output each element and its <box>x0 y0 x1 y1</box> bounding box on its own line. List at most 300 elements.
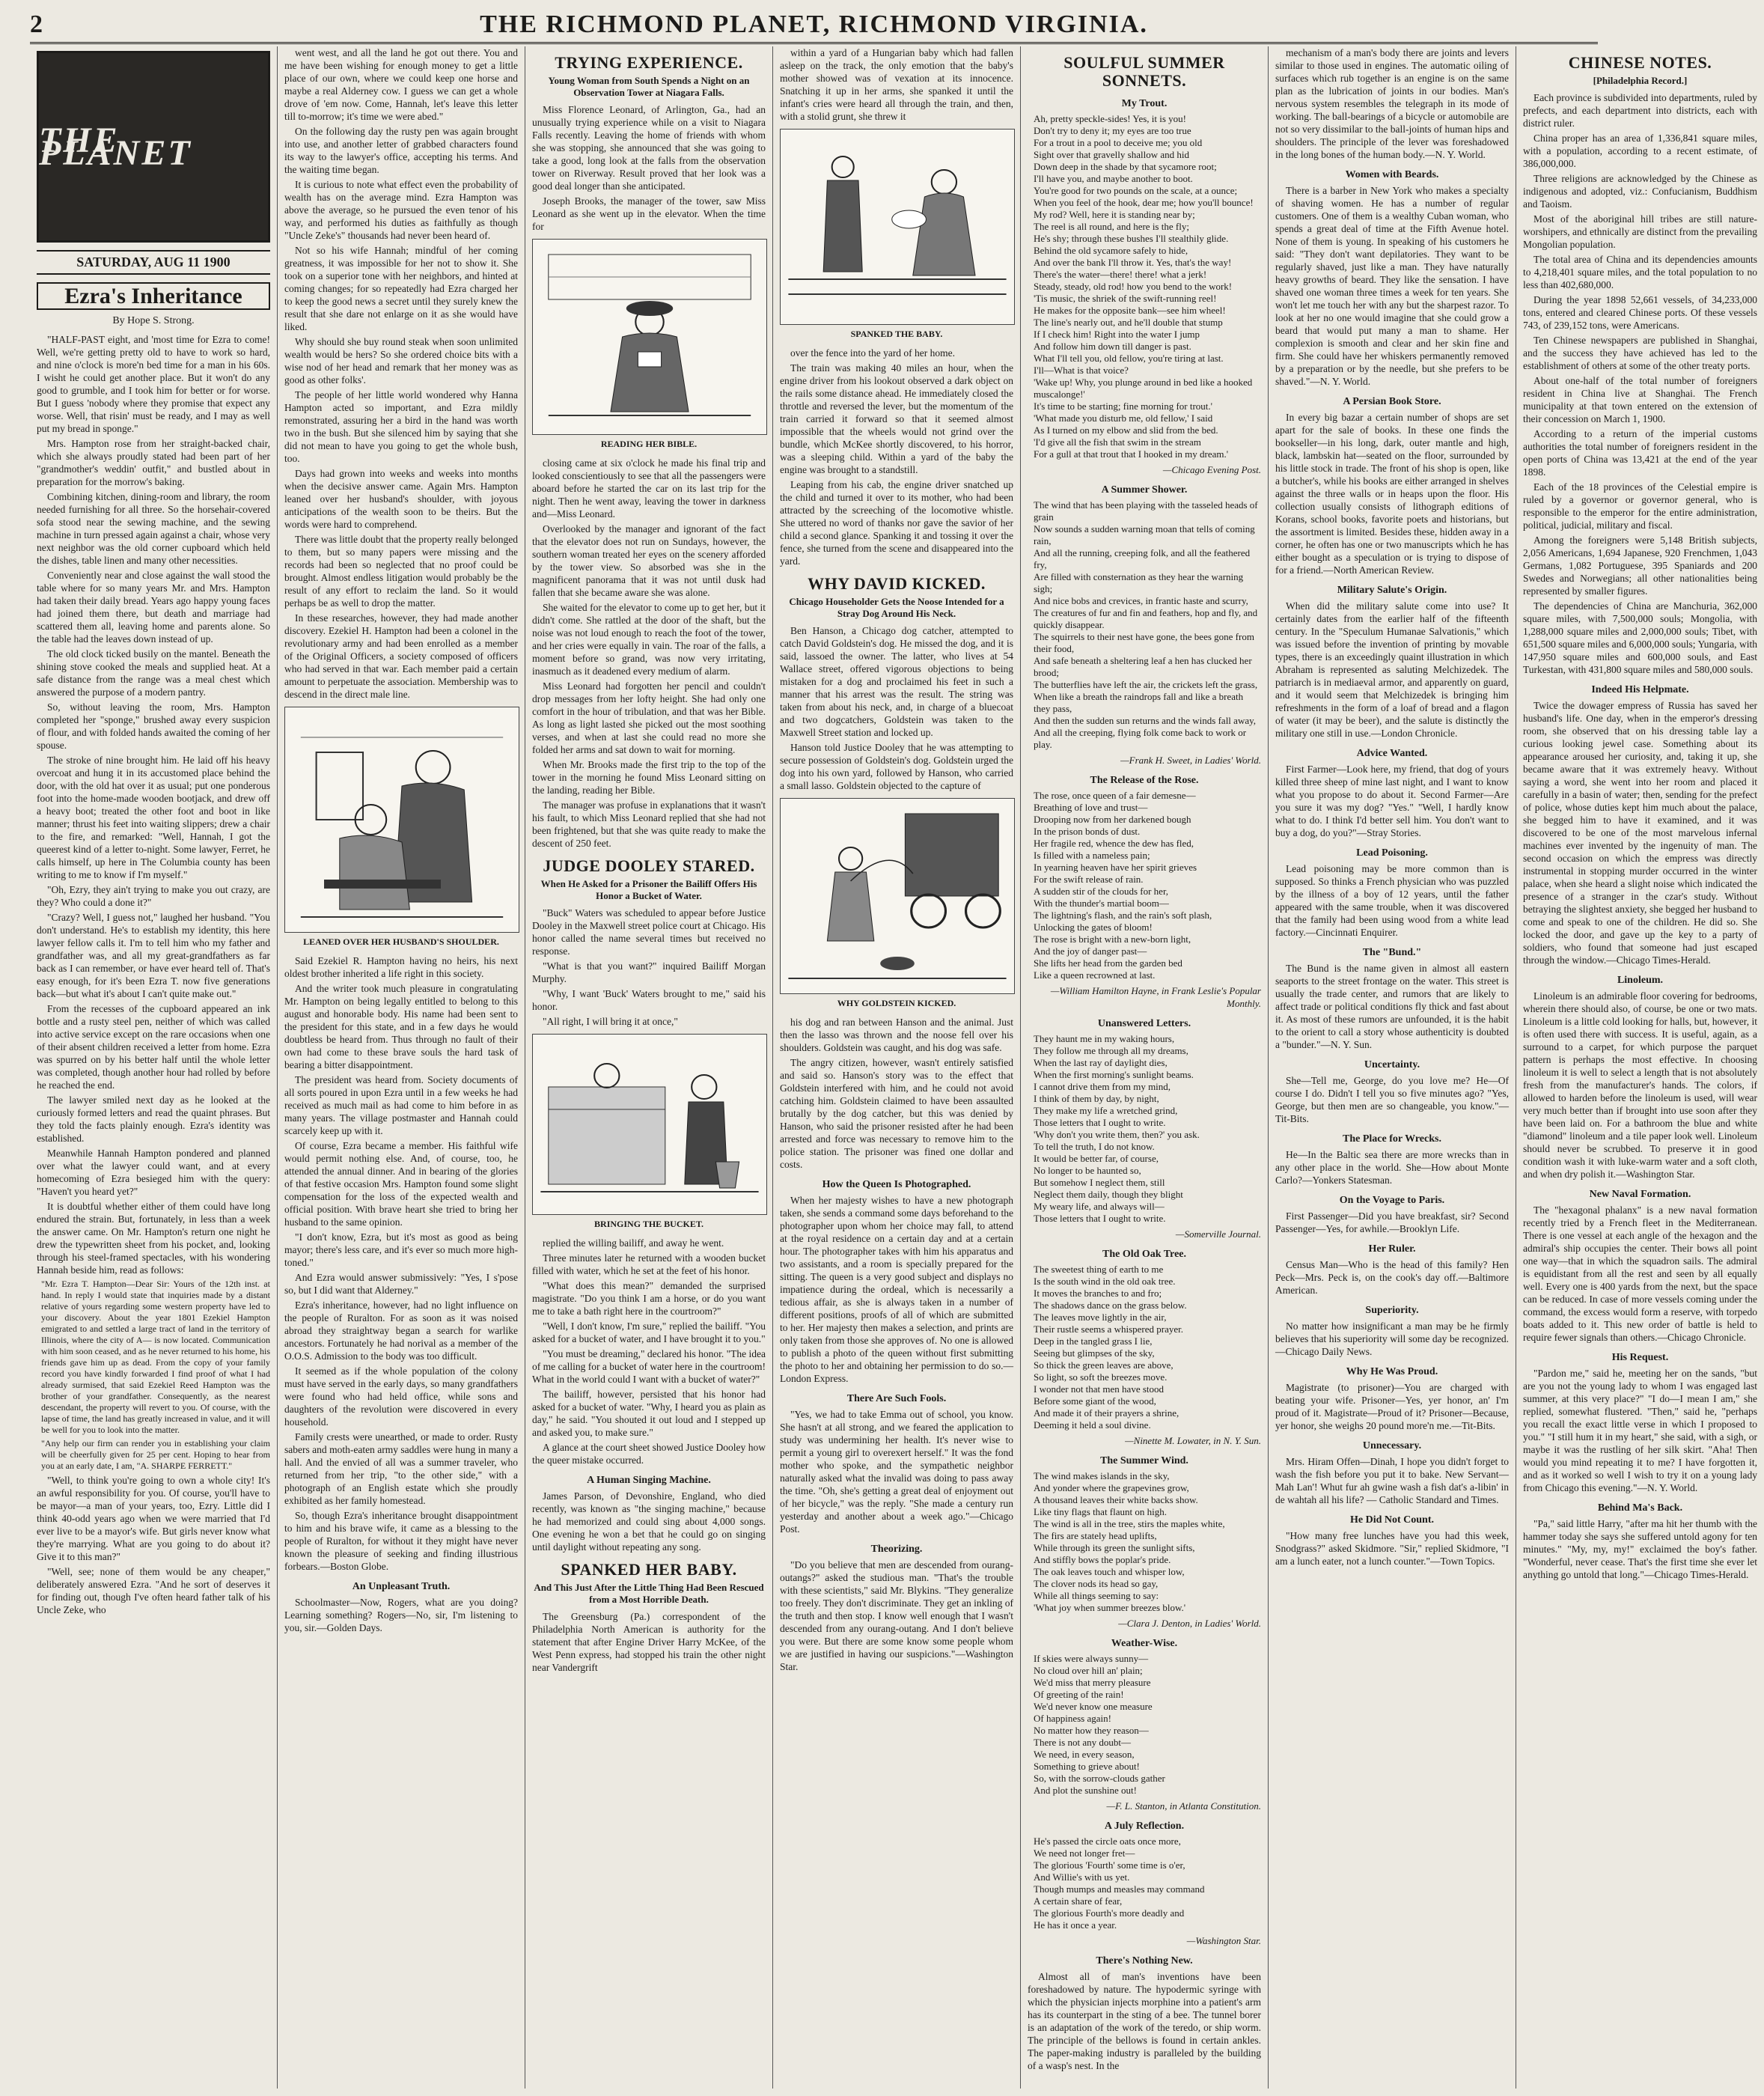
paragraph: In every big bazar a certain number of shops are set apart for the sale of books. In these one finds the bookseller—in his long, dark, outer mantle and high, black, lambskin hat—seated on the floor, surrounded by his little stock in trade. The front of his shop is open, like a butcher's, while his books are either arranged in shelves against the three walls or in heaps upon the floor. His collection usually consists of lithograph editions of Korans, school books, favorite poets and historians, but the assortment is limited. Besides these, hidden away in a corner, he often has one or two manuscripts which he has either bought as a speculation or is trying to dispose of for a friend.—North American Review. <box>1275 412 1509 576</box>
poem-line: And plot the sunshine out! <box>1034 1785 1137 1796</box>
poem-body <box>1028 790 1261 981</box>
paragraph: The people of her little world wondered why Hanna Hampton acted so important, and Ezra mildly remonstrated, assuring her a bird in the hand was worth two in the bush. But she silenced him by saying that she did not mean to have you going to get the whole bush, too. <box>284 389 518 464</box>
poem-line: I wonder not that men have stood <box>1034 1383 1165 1395</box>
poem-line: The squirrels to their nest have gone, the bees gone from their food, <box>1034 631 1254 654</box>
poem-title: Weather-Wise. <box>1111 1638 1178 1649</box>
poem-title: A July Reflection. <box>1104 1821 1185 1832</box>
section-heading: The "Bund." <box>1362 947 1422 958</box>
section-heading: Uncertainty. <box>1364 1059 1420 1070</box>
paragraph: "Yes, we had to take Emma out of school, you know. She hasn't at all strong, and we feared the application to study was undermining her health. It's never wise to permit a young girl to overexert herself." It was the fond mother who spoke, and the sympathetic neighbor naturally asked what the invalid was doing to pass away the time. "Oh, she's getting a great deal of enjoyment out of her bicycle," was the reply. "She made a century run yesterday and another about a week ago."—Chicago Post. <box>780 1409 1013 1535</box>
poem-line: Seeing but glimpses of the sky, <box>1034 1347 1155 1359</box>
poem-line: 'What made you disturb me, old fellow,' I said <box>1034 412 1213 424</box>
paragraph: "Why, I want 'Buck' Waters brought to me," said his honor. <box>532 988 766 1012</box>
paragraph: Ben Hanson, a Chicago dog catcher, attempted to catch David Goldstein's dog. He missed the dog, and it is said, lassoed the owner. The latter, who lives at 54 Wallace street, offered vigorous objections to being mistaken for a dog and proclaimed his feet in such a manner that his arrest was the result. The string was taken from about his neck, and, in charge of a bluecoat and two dogcatchers, Goldstein was taken to the Maxwell Street station and locked up. <box>780 625 1013 738</box>
paragraph: First Passenger—Did you have breakfast, sir? Second Passenger—Yes, for awhile.—Brooklyn Life. <box>1275 1210 1509 1234</box>
paragraph: Miss Leonard had forgotten her pencil and couldn't drop messages from her lofty height. She had only one comfort in the hour of tribulation, and that was her Bible. As long as light lasted she picked out the most soothing verses, and when at last she could read no more she folded her arms and sat down to wait for morning. <box>532 680 766 755</box>
paragraph: The angry citizen, however, wasn't entirely satisfied and said so. Hanson's story was to the effect that Goldstein interfered with him, and he could not avoid catching him. Goldstein claimed to have been assaulted brutally by the dog catcher, but this was denied by Hanson, who said the prisoner resisted after he had been arrested and force was necessary to remove him to the police station. The prisoner was fined one dollar and costs. <box>780 1057 1013 1170</box>
section-heading: Women with Beards. <box>1345 169 1439 180</box>
illustration-spanked-baby <box>780 129 1015 325</box>
poem-title: My Trout. <box>1121 98 1168 109</box>
poem-line: And safe beneath a sheltering leaf a hen has clucked her brood; <box>1034 655 1252 678</box>
poem-line: And then the sudden sun returns and the winds fall away, <box>1034 715 1257 726</box>
poem-line: To tell the truth, I do not know. <box>1034 1141 1155 1152</box>
poem-line: 'I'd give all the fish that swim in the stream <box>1034 436 1201 448</box>
paragraph: Conveniently near and close against the wall stood the table where for so many years Mr. and Mrs. Hampton had taken their daily bread. Years ago happy young faces had joined them there, but death and marriage had scattered them all, leaving home and parents alone. So the table had the leaves down instead of up. <box>37 570 270 645</box>
article-headline: WHY DAVID KICKED. <box>808 574 986 593</box>
poem-line: Their rustle seems a whispered prayer. <box>1034 1323 1183 1335</box>
poem-line: We need, in every season, <box>1034 1749 1135 1760</box>
paragraph: Meanwhile Hannah Hampton pondered and planned over what the lawyer could want, and at every homecoming of Ezra besieged him with the query: "Haven't you heard yet?" <box>37 1148 270 1197</box>
section-heading: Lead Poisoning. <box>1356 847 1428 859</box>
section-heading: His Request. <box>1611 1352 1669 1363</box>
paragraph: The old clock ticked busily on the mantel. Beneath the shining stove cooked the meals and supplied heat. At a safe distance from the range was a meal chest which answered the purpose of a modern pantry. <box>37 648 270 698</box>
poem-line: If I check him! Right into the water I jump <box>1034 329 1200 340</box>
poem-line: Steady, steady, old rod! how you bend to the work! <box>1034 281 1233 292</box>
poem-line: The glorious 'Fourth' some time is o'er, <box>1034 1859 1185 1871</box>
section-heading: Linoleum. <box>1617 975 1664 986</box>
poem-line: Those letters that I ought to write. <box>1034 1117 1166 1128</box>
poem-body <box>1028 1033 1261 1225</box>
illustration-caption: LEANED OVER HER HUSBAND'S SHOULDER. <box>303 936 499 947</box>
poem-line: It's time to be starting; fine morning for trout.' <box>1034 400 1213 412</box>
paragraph: Most of the aboriginal hill tribes are still nature-worshipers, and ethnically are distinct from the prevailing Mongolian population. <box>1523 213 1757 250</box>
poem-source: —Frank H. Sweet, in Ladies' World. <box>1120 755 1261 766</box>
section-heading: Superiority. <box>1365 1305 1419 1316</box>
paragraph: Not so his wife Hannah; mindful of her coming greatness, it was impossible for her not to show it. She took on a superior tone with her neighbors, and hinted at coming changes; for so repeatedly had Ezra charged her to keep the good news a secret until they surely knew the result that she dare not enlarge on it as she would have liked. <box>284 245 518 332</box>
paragraph: Why should she buy round steak when soon unlimited wealth would be hers? So she ordered choice bits with a wise nod of her head and remark that her money was as good as other folks'. <box>284 336 518 386</box>
paragraph: Three religions are acknowledged by the Chinese as indigenous and adopted, viz.: Confucianism, Buddhism and Taoism. <box>1523 173 1757 210</box>
paragraph: Almost all of man's inventions have been foreshadowed by nature. The hypodermic syringe with which the physician injects morphine into a patient's arm has its counterpart in the sting of a bee. The tunnel borer is an adaptation of the work of the teredo, or ship worm. The principle of the bellows is found in certain ankles. The paper-making industry is paralleled by the building of a wasp's nest. In the <box>1028 1971 1261 2071</box>
poem-line: A sudden stir of the clouds for her, <box>1034 886 1169 897</box>
article-subhead: And This Just After the Little Thing Had Been Rescued from a Most Horrible Death. <box>534 1582 764 1605</box>
poem-line: There is not any doubt— <box>1034 1737 1131 1748</box>
columns <box>30 46 1757 2089</box>
poem-line: 'What joy when summer breezes blow.' <box>1034 1602 1186 1613</box>
letter-text: "Mr. Ezra T. Hampton—Dear Sir: Yours of the 12th inst. at hand. In reply I would state that inquiries made by a distant relative of yours regarding some western property have led to your discovery. About the year 1801 Ezekiel Hampton emigrated to and settled a large tract of land in the territory of Illinois, where the city of A— is now located. Communication with him soon ceased, and as he never returned to his home, his friends gave him up as dead. From the copy of your family record you have kindly forwarded I find proof of what I had already surmised, that said Ezekiel Reed Hampton was the brother of your grandfather. Consequently, as the nearest descendant, the property will revert to you. Of course, with the lapse of time, the land has greatly increased in value, and it will be well for you to look into the matter. <box>41 1279 270 1435</box>
paragraph: Census Man—Who is the head of this family? Hen Peck—Mrs. Peck is, on the cook's day off.—Baltimore American. <box>1275 1259 1509 1296</box>
paragraph: Said Ezekiel R. Hampton having no heirs, his next oldest brother inherited a life right in this society. <box>284 955 518 979</box>
poem-line: He makes for the opposite bank—see him wheel! <box>1034 305 1226 316</box>
poem-line: There's the water—there! there! what a jerk! <box>1034 269 1207 280</box>
section-heading: Military Salute's Origin. <box>1337 585 1447 596</box>
paragraph: About one-half of the total number of foreigners resident in China live at Shanghai. The French municipality at that town entered on the extension of their concession on March 1, 1900. <box>1523 375 1757 424</box>
paragraph: closing came at six o'clock he made his final trip and looked conscientiously to see that all the passengers were aboard before he started the car on its last trip for the night. Then he went away, leaving the tower in darkness and—Miss Leonard. <box>532 457 766 520</box>
illustration-caption: READING HER BIBLE. <box>600 439 698 449</box>
poem-line: When like a breath the raindrops fall and like a breath they pass, <box>1034 691 1244 714</box>
poem-line: Behind the old sycamore safely to hide, <box>1034 245 1188 256</box>
poem-source: —Chicago Evening Post. <box>1162 464 1261 475</box>
paragraph: Leaping from his cab, the engine driver snatched up the child and turned it over to its mother, who had been attracted by the screeching of the locomotive whistle. She uttered no word of thanks nor gave the savior of her child a second glance. Spanking it and tossing it over the fence, she turned from the scene and disappeared into the yard. <box>780 479 1013 567</box>
paragraph: Mrs. Hiram Offen—Dinah, I hope you didn't forget to wash the fish before you put it to bake. New Servant—Mah Lan'! Whut fur ah gwine wash a fish dat's a-libin' in de wahtah all his life? — Catholic Standard and Times. <box>1275 1456 1509 1505</box>
paragraph: "You must be dreaming," declared his honor. "The idea of me calling for a bucket of water here in the courtroom! What in the world could I want with a bucket of water?" <box>532 1348 766 1385</box>
paragraph: mechanism of a man's body there are joints and levers similar to those used in engines. The automatic oiling of surfaces which rub together is an engine is on the same plan as the lubrication of joints in our bodies. Man's nervous system resembles the telegraph in its mode of working. The ball-bearings of a bicycle or automobile are not so very dissimilar to the ball-joints of human hips and shoulders. The principle of the lever was foreshadowed in the long bones of the human body.—N. Y. World. <box>1275 47 1509 160</box>
poem-line: While all things seeming to say: <box>1034 1590 1159 1601</box>
paragraph: James Parson, of Devonshire, England, who died recently, was known as "the singing machine," because he had memorized and could sing about 4,000 songs. One evening he won a bet that he could go on singing until daylight without repeating any song. <box>532 1490 766 1553</box>
poem-line: When the last ray of daylight dies, <box>1034 1057 1168 1068</box>
poem-line: Those letters that I ought to write. <box>1034 1213 1166 1224</box>
column-2 <box>278 46 525 2089</box>
poem-line: No longer to be haunted so, <box>1034 1165 1141 1176</box>
poem-line: And all the running, creeping folk, and all the feathered fry, <box>1034 547 1251 570</box>
paragraph: Lead poisoning may be more common than is supposed. So thinks a French physician who was puzzled by the illness of a boy of 12 years, until the father appeared with the same trouble, when it was discovered that the family had been using wood from a white lead factory.—Cincinnati Enquirer. <box>1275 863 1509 938</box>
poem-body <box>1028 1470 1261 1614</box>
poem-line: Of happiness again! <box>1034 1713 1111 1724</box>
paragraph: The lawyer smiled next day as he looked at the curiously formed letters and read the quaint phrases. But they told the facts plainly enough. Ezra's identity was established. <box>37 1094 270 1144</box>
poem-line: He's passed the circle oats once more, <box>1034 1835 1181 1847</box>
section-heading: Advice Wanted. <box>1356 748 1428 759</box>
article-subhead: When He Asked for a Prisoner the Bailiff Offers His Honor a Bucket of Water. <box>540 878 757 901</box>
poem-line: I'll—What is that voice? <box>1034 365 1129 376</box>
poem-line: When you feel of the hook, dear me; how you'll bounce! <box>1034 197 1254 208</box>
poem-line: The rose is bright with a new-born light, <box>1034 933 1191 945</box>
column-6 <box>1269 46 1516 2089</box>
poem-line: The oak leaves touch and whisper low, <box>1034 1566 1185 1577</box>
planet-logo: THE PLANET <box>37 51 270 243</box>
poem-line: And over the bank I'll throw it. Yes, that's the way! <box>1034 257 1232 268</box>
running-header <box>30 7 1598 44</box>
article-headline: SPANKED HER BABY. <box>561 1560 737 1579</box>
section-heading: The Place for Wrecks. <box>1343 1133 1441 1145</box>
article-headline: JUDGE DOOLEY STARED. <box>543 856 755 875</box>
poem-line: He's shy; through these bushes I'll stealthily glide. <box>1034 233 1229 244</box>
poem-line: The butterflies have left the air, the crickets left the grass, <box>1034 679 1258 690</box>
paragraph: "Crazy? Well, I guess not," laughed her husband. "You don't understand. He's to establish my identity, this here lawyer fellow calls it. I'm to tell him who my father and grandfather was, and all my great-grandfathers as far back as I can remember, or have ever heard tell of. That's easy enough, for it's been Ezra T. now five generations back—but what it's about I can't quite make out." <box>37 912 270 999</box>
poem-line: You're good for two pounds on the scale, at a ounce; <box>1034 185 1238 196</box>
paragraph: The bailiff, however, persisted that his honor had asked for a bucket of water. "Why, I heard you as plain as day," he said. "You shouted it out loud and I stepped up and asked you, to make sure." <box>532 1389 766 1438</box>
poem-line: So thick the green leaves are above, <box>1034 1359 1174 1371</box>
section-heading: On the Voyage to Paris. <box>1339 1195 1445 1206</box>
poem-source: —Washington Star. <box>1186 1935 1261 1946</box>
poem-line: She lifts her head from the garden bed <box>1034 957 1182 969</box>
section-heading: A Human Singing Machine. <box>587 1475 711 1486</box>
poem-line: For the swift release of rain. <box>1034 874 1144 885</box>
dateline: SATURDAY, AUG 11 1900 <box>37 250 270 275</box>
poem-line: 'Tis music, the shriek of the swift-running reel! <box>1034 293 1217 304</box>
paragraph: Ezra's inheritance, however, had no light influence on the people of Ruralton. For as soon as it was noised abroad they straightway began a search for warlike ancestors. Fortunately he had norival as a member of the O.O.S. Admission to the body was too difficult. <box>284 1300 518 1362</box>
paragraph: So, without leaving the room, Mrs. Hampton completed her "sponge," brushed away every suspicion of flour, and with folded hands awaited the coming of her spouse. <box>37 701 270 751</box>
story-body <box>37 333 270 1616</box>
paragraph: Schoolmaster—Now, Rogers, what are you doing? Learning something? Rogers—No, sir, I'm listening to you, sir.—Golden Days. <box>284 1597 518 1633</box>
poem-line: The glorious Fourth's more deadly and <box>1034 1907 1185 1919</box>
paragraph: The manager was profuse in explanations that it wasn't his fault, to which Miss Leonard replied that she had not been frightened, but that she was quite ready to make the descent of 250 feet. <box>532 799 766 849</box>
article-subhead: Young Woman from South Spends a Night on an Observation Tower at Niagara Falls. <box>548 75 750 98</box>
paragraph: Overlooked by the manager and ignorant of the fact that the elevator does not run on Sundays, however, the southern woman treated her eyes on the scenery afforded by the tower view. So absorbed was she in the magnificent panorama that it was not until dusk had fallen that she became aware she was alone. <box>532 523 766 598</box>
paragraph: "HALF-PAST eight, and 'most time for Ezra to come! Well, we're getting pretty old to have to work so hard, and nine o'clock is more'n bed time for a man in his 60s. I wisht he could get another place. But it won't do any good to grumble, and I took him for better or for worse. But I guess 'nobody where they promise that expect any worse. Well, that risin' must be ready, and I may as well put my bread in sponge." <box>37 334 270 434</box>
paragraph: Combining kitchen, dining-room and library, the room needed furnishing for all three. So the horsehair-covered sofa stood near the sewing machine, and the sewing machine in turn pressed again against a chair, whose very next neighbor was the old corner cupboard which held the dishes, table linen and many other necessities. <box>37 491 270 566</box>
poem-line: The line's nearly out, and he'll double that stump <box>1034 317 1223 328</box>
paragraph: Each province is subdivided into departments, ruled by prefects, and each department into districts, each with district ruler. <box>1523 92 1757 129</box>
illustration-husband-shoulder <box>284 707 519 933</box>
poem-body <box>1028 1835 1261 1931</box>
paragraph: Of course, Ezra became a member. His faithful wife would permit nothing else. And, of course, too, he attended the annual dinner. And in bearing of the glories of that festive occasion Mrs. Hampton found some slight compensation for the loss of the expected wealth and official position. With brave heart she tried to bring her husband to the same opinion. <box>284 1140 518 1228</box>
section-heading: An Unpleasant Truth. <box>352 1581 451 1592</box>
poem-source: —Clara J. Denton, in Ladies' World. <box>1118 1618 1261 1629</box>
paragraph: "How many free lunches have you had this week, Snodgrass?" asked Skidmore. "Sir," replied Skidmore, "I am a lunch eater, not a lunch counter."—Town Topics. <box>1275 1530 1509 1567</box>
poem-line: And stiffly bows the poplar's pride. <box>1034 1554 1171 1565</box>
paragraph: over the fence into the yard of her home. <box>790 347 956 359</box>
poem-line: In yearning heaven have her spirit grieves <box>1034 862 1197 873</box>
poem-line: Down deep in the shade by that sycamore root; <box>1034 161 1217 172</box>
poem-title: There's Nothing New. <box>1096 1955 1193 1966</box>
article-subhead: [Philadelphia Record.] <box>1593 75 1688 86</box>
poem-line: Deep in the tangled grass I lie, <box>1034 1335 1153 1347</box>
section-heading: Unnecessary. <box>1362 1440 1422 1451</box>
poem-line: Is filled with a nameless pain; <box>1034 850 1150 861</box>
paragraph: In these researches, however, they had made another discovery. Ezekiel H. Hampton had been a colonel in the revolutionary army and had been enrolled as a member of the Original Officers, a society composed of officers who had served in that war. Each member paid a certain amount to perpetuate the association. Membership was to descend in the direct male line. <box>284 612 518 700</box>
poem-line: The firs are stately head uplifts, <box>1034 1530 1157 1541</box>
poem-line: Sight over that gravelly shallow and hid <box>1034 149 1189 160</box>
poem-line: A thousand leaves their white backs show. <box>1034 1494 1198 1505</box>
poem-line: Though mumps and measles may command <box>1034 1883 1205 1895</box>
paragraph: He—In the Baltic sea there are more wrecks than in any other place in the world. She—How about Monte Carlo?—Yonkers Statesman. <box>1275 1149 1509 1186</box>
paragraph: Three minutes later he returned with a wooden bucket filled with water, which he set at the feet of his honor. <box>532 1252 766 1276</box>
poem-line: While through its green the sunlight sifts, <box>1034 1542 1195 1553</box>
byline: By Hope S. Strong. <box>112 315 195 326</box>
poem-line: My weary life, and always will— <box>1034 1201 1165 1212</box>
paragraph: It is curious to note what effect even the probability of wealth has on the average mind. Ezra Hampton was above the average, so he pursued the even tenor of his way, and performed his duties as faithfully as though "Uncle Zeke's" thousands had never been heard of. <box>284 179 518 241</box>
paragraph: When her majesty wishes to have a new photograph taken, she sends a command some days beforehand to the photographer upon whom her choice may fall, to attend at the royal residence on a certain day and at a certain hour. The photographer takes with him his apparatus and two assistants, and a room is specially prepared for the sitting. The queen is a very good subject and displays no impatience during the ordeal, which is necessarily a tedious affair, as she is always taken in a number of different positions, proofs of all of which are submitted to her. Her majesty then makes a selection, and prints are only taken from those she approves of. No one is allowed to publish a photo of the queen without first submitting the photo to her and obtaining her permission to do so.—London Express. <box>780 1195 1013 1384</box>
section-heading: Her Ruler. <box>1368 1243 1416 1255</box>
poem-source: —Ninette M. Lowater, in N. Y. Sun. <box>1125 1435 1261 1446</box>
poem-line: The leaves move lightly in the air, <box>1034 1311 1167 1323</box>
poem-line: In the prison bonds of dust. <box>1034 826 1141 837</box>
paragraph: And the writer took much pleasure in congratulating Mr. Hampton on being legally entitled to belong to this august and honorable body. His name had been sent to the president for this state, and in a few days he would doubtless be heard from. Thus through no fault of their own had come to these brave souls the hard task of bearing a bitter disappointment. <box>284 983 518 1070</box>
poem-line: Unlocking the gates of bloom! <box>1034 921 1153 933</box>
poem-line: The creatures of fur and fin and feathers, hop and fly, and quickly disappear. <box>1034 607 1258 630</box>
paragraph: "Pa," said little Harry, "after ma hit her thumb with the hammer today she says she suffered untold agony for ten minutes." "My, my, my!" exclaimed the boy's father. "Wonderful, never cease. That's the first time she ever let anything go untold that long."—Chicago Times-Herald. <box>1523 1518 1757 1580</box>
masthead: THE RICHMOND PLANET, RICHMOND VIRGINIA. <box>480 10 1148 38</box>
poem-line: For a gull at that trout that I hooked in my dream.' <box>1034 448 1229 460</box>
paragraph: No matter how insignificant a man may be he firmly believes that his superiority will some day be recognized.—Chicago Daily News. <box>1275 1320 1509 1357</box>
poem-line: 'Wake up! Why, you plunge around in bed like a hooked muscalonge!' <box>1034 377 1253 400</box>
poem-line: We need not longer fret— <box>1034 1847 1135 1859</box>
paragraph: "Well, see; none of them would be any cheaper," deliberately answered Ezra. "And he sort of deserves it for finding out, though I've often heard father talk of his Uncle Zeke, who <box>37 1566 270 1615</box>
section-heading: Theorizing. <box>870 1544 923 1555</box>
paragraph: During the year 1898 52,661 vessels, of 34,233,000 tons, entered and cleared Chinese ports. Of these vessels 743, of 239,152 tons, were Americans. <box>1523 294 1757 331</box>
poem-list <box>1028 97 1261 1967</box>
paragraph: The total area of China and its dependencies amounts to 4,218,401 square miles, and the total population to no less than 402,680,000. <box>1523 254 1757 290</box>
poem-line: And all the creeping, flying folk come back to work or play. <box>1034 727 1247 750</box>
paragraph: When Mr. Brooks made the first trip to the top of the tower in the morning he found Miss Leonard sitting on the landing, reading her Bible. <box>532 759 766 796</box>
poem-line: And follow him down till danger is past. <box>1034 341 1191 352</box>
paragraph: Family crests were unearthed, or made to order. Rusty sabers and moth-eaten army saddles were hung in many a hall. And the envied of all was a summer traveler, who returned from her trip, "to the other side," with a photograph of an English estate which she proudly exhibited as her family homestead. <box>284 1431 518 1506</box>
paragraph: And Ezra would answer submissively: "Yes, I s'pose so, but I did want that Alderney." <box>284 1272 518 1296</box>
paragraph: The Bund is the name given in almost all eastern seaports to the street frontage on the water. This street is usually the trade center, and rumors that are likely to affect trade or political conditions fly thick and fast about it. As most of these rumors are unfounded, it is the habit to the orient to call a story whose authenticity is doubted a "bunder."—N. Y. Sun. <box>1275 963 1509 1050</box>
illustration-caption: SPANKED THE BABY. <box>850 329 943 339</box>
paragraph: Twice the dowager empress of Russia has saved her husband's life. One day, when in the emperor's dressing room, she observed that on his dressing table lay a curious looking jewel case. Something about its appearance aroused her curiosity, and, taking it up, she became aware that it was extremely heavy. Without saying a word, she went into her room and placed it carefully in a basin of water; then, sending for the prefect of police, whose duties kept him much about the palace, she begged him to have it examined, and it was discovered to be one of the most marvelous infernal machines ever invented by the ingenuity of man. The second occasion on which the empress was directly instrumental in stopping murder occurred in the winter palace, when she heard a slight noise which indicated the presence of a stranger in the czar's study. Without betraying the slightest anxiety, she begged her husband to come and speak to one of the children. He did so. She locked the door, and gave up the key to a party of soldiers, who found that someone had just escaped through the window.—Chicago Times-Herald. <box>1523 700 1757 966</box>
paragraph: replied the willing bailiff, and away he went. <box>543 1237 724 1249</box>
paragraph: "What does this mean?" demanded the surprised magistrate. "Do you think I am a horse, or do you want me to take a bath right here in the courtroom?" <box>532 1280 766 1317</box>
paragraph: "I don't know, Ezra, but it's most as good as being mayor; there's less care, and it's ever so much more high-toned." <box>284 1231 518 1268</box>
paragraph: The train was making 40 miles an hour, when the engine driver from his lookout observed a dark object on the rails some distance ahead. He immediately closed the throttle and reversed the lever, but the momentum of the train carried it forward so that it seemed almost impossible that the wheels would not grind over the bundle, which McKee shortly discovered, to his horror, was a sleeping child. Within a yard of the baby the engine was brought to a standstill. <box>780 362 1013 475</box>
poem-line: And nice bobs and crevices, in frantic haste and scurry, <box>1034 595 1248 606</box>
poem-line: He has it once a year. <box>1034 1919 1117 1931</box>
poem-line: I think of them by day, by night, <box>1034 1093 1159 1104</box>
paragraph: "Pardon me," said he, meeting her on the sands, "but are you not the young lady to whom I was engaged last summer, at this very place?" "I do—I mean I am," she replied, somewhat flustered. "Then," said he, "perhaps you recall the exact little verse in which I proposed to you." "I still hum it in my heart," she said, with a sigh, or maybe it was the rustling of her silk skirt. "Aha! Then would you mind repeating it to me? I have forgotten it, and as it worked so well I wish to try it on a young lady from Chicago this evening."—N. Y. World. <box>1523 1368 1757 1493</box>
poem-title: A Summer Shower. <box>1101 484 1188 496</box>
illustration-caption: WHY GOLDSTEIN KICKED. <box>837 998 956 1008</box>
paragraph: The stroke of nine brought him. He laid off his heavy overcoat and hung it in its accustomed place behind the door, with the old hat over it as usual; put one ponderous foot into the home-made wooden bootjack, and drew off a heavy boot; treated the other foot and boot in like manner; thrust his feet into waiting slippers; drew a chair to the fire, and remarked: "Well, Hannah, I got the queerest kind of a letter to-night. Some lawyer, Ferret, he calls himself, up here in The Columbia county has been writing to me to know if I'm myself." <box>37 755 270 880</box>
poem-line: Are filled with consternation as they hear the warning sigh; <box>1034 571 1244 594</box>
illustration-goldstein-kicked <box>780 798 1015 994</box>
paragraph: She—Tell me, George, do you love me? He—Of course I do. Didn't I tell you so five minutes ago? "Yes, George, but then men are so changeable, you know."—Tit-Bits. <box>1275 1075 1509 1124</box>
poem-line: Like tiny flags that flaunt on high. <box>1034 1506 1167 1517</box>
column-1 <box>30 46 278 2089</box>
paragraph: A glance at the court sheet showed Justice Dooley how the queer mistake occurred. <box>532 1442 766 1466</box>
poem-line: Neglect them daily, though they blight <box>1034 1189 1183 1200</box>
poem-line: We'd miss that merry pleasure <box>1034 1677 1151 1688</box>
poem-line: For a trout in a pool to deceive me; you old <box>1034 137 1203 148</box>
paragraph: China proper has an area of 1,336,841 square miles, with a population, according to a recent estimate, of 386,000,000. <box>1523 132 1757 169</box>
section-heading: There Are Such Fools. <box>846 1393 947 1404</box>
poem-line: No matter how they reason— <box>1034 1725 1149 1736</box>
paragraph: within a yard of a Hungarian baby which had fallen asleep on the track, the only emotion that the baby's mother showed was of vexation at its innocence. Snatching it up in her arms, she spanked it until the infant's cries were heard all through the train, and then, with a stolid grunt, she threw it <box>780 47 1013 122</box>
poem-line: If skies were always sunny— <box>1034 1653 1149 1664</box>
poem-line: And yonder where the grapevines grow, <box>1034 1482 1189 1493</box>
paragraph: his dog and ran between Hanson and the animal. Just then the lasso was thrown and the noose fell over his shoulders. Goldstein was caught, and his dog was safe. <box>780 1017 1013 1053</box>
column-3 <box>525 46 773 2089</box>
paragraph: Ten Chinese newspapers are published in Shanghai, and the success they have achieved has led to the establishment of others at some of the other treaty ports. <box>1523 335 1757 371</box>
poem-line: The wind that has been playing with the tasseled heads of grain <box>1034 499 1258 523</box>
section-heading: Behind Ma's Back. <box>1597 1502 1683 1514</box>
poem-title: The Release of the Rose. <box>1090 775 1199 786</box>
story-title: Ezra's Inheritance <box>37 282 270 310</box>
article-headline: TRYING EXPERIENCE. <box>555 53 743 72</box>
poem-line: Her fragile red, whence the dew has fled, <box>1034 838 1194 849</box>
poem-body <box>1028 1653 1261 1797</box>
poem-line: They follow me through all my dreams, <box>1034 1045 1188 1056</box>
poem-line: 'Why don't you write them, then?' you ask. <box>1034 1129 1200 1140</box>
poem-line: So light, so soft the breezes move. <box>1034 1371 1168 1383</box>
poem-line: I'll have you, and maybe another to boot. <box>1034 173 1193 184</box>
paragraph: "Oh, Ezry, they ain't trying to make you out crazy, are they? Who could a done it?" <box>37 884 270 908</box>
paragraph: The dependencies of China are Manchuria, 362,000 square miles, with 7,500,000 souls; Mongolia, with 1,288,000 square miles and 2,000,000 souls; Tibet, with 651,500 square miles and 6,000,000 souls; Yungaria, with 147,950 square miles and 600,000 souls, and East Turkestan, with 431,800 square miles and 580,000 souls. <box>1523 600 1757 675</box>
poem-line: The reel is all round, and here is the fly; <box>1034 221 1189 232</box>
poem-line: And Willie's with us yet. <box>1034 1871 1130 1883</box>
paragraph: The Greensburg (Pa.) correspondent of the Philadelphia North American is authority for the statement that after Engine Driver Harry McKee, of the West Penn express, had stopped his train the other night near Vandergrift <box>532 1611 766 1673</box>
poem-title: The Old Oak Tree. <box>1102 1249 1186 1260</box>
poem-line: They make my life a wretched grind, <box>1034 1105 1178 1116</box>
poem-line: They haunt me in my waking hours, <box>1034 1033 1175 1044</box>
paragraph: There was little doubt that the property really belonged to them, but so many papers were missing and the records had been so neglected that no proof could be brought. Almost endless litigation would probably be the result of any effort to reclaim the land. So it would perhaps be as well to drop the matter. <box>284 534 518 609</box>
illustration-caption: BRINGING THE BUCKET. <box>594 1219 704 1229</box>
illustration-bringing-bucket <box>532 1034 767 1215</box>
column-7 <box>1516 46 1764 2089</box>
section-heading: A Persian Book Store. <box>1343 396 1441 407</box>
paragraph: "Well, to think you're going to own a whole city! It's an awful responsibility for you. Of course, you'll have to be mayor—a man of your years, too, Ezry. Little did I think 40-odd years ago when we were married that I'd ever live to be a mayor's wife. But girls never know what they're marrying. What are you going to do about it? Give it to this man?" <box>37 1475 270 1562</box>
paragraph: From the recesses of the cupboard appeared an ink bottle and a rusty steel pen, neither of which was called into active service except on the rare occasions when one of their absent children received a letter from home. Ezra was spurred on by his better half until the whole letter was completed, though another hour had rolled by before he reached the end. <box>37 1003 270 1091</box>
paragraph: "All right, I will bring it at once," <box>543 1016 678 1027</box>
poem-line: What I'll tell you, old fellow, you're tiring at last. <box>1034 353 1224 364</box>
poem-line: Before some giant of the wood, <box>1034 1395 1156 1407</box>
article-headline: CHINESE NOTES. <box>1568 53 1712 72</box>
paragraph: On the following day the rusty pen was again brought into use, and another letter of grabbed characters found its way to the lawyer's office, accepting his terms. And the waiting time began. <box>284 126 518 175</box>
section-heading: Why He Was Proud. <box>1346 1366 1438 1377</box>
poem-line: So, with the sorrow-clouds gather <box>1034 1773 1165 1784</box>
paragraph: "Buck" Waters was scheduled to appear before Justice Dooley in the Maxwell street police court at Chicago. His honor called the name several times but received no response. <box>532 907 766 957</box>
paragraph: Days had grown into weeks and weeks into months when the decisive answer came. Again Mrs. Hampton leaned over her husband's shoulder, with joyous anticipations of the wealth soon to be theirs. But the words were hard to comprehend. <box>284 468 518 530</box>
section-heading: New Naval Formation. <box>1589 1189 1691 1200</box>
poem-line: The wind makes islands in the sky, <box>1034 1470 1170 1481</box>
poem-line: I cannot drive them from my mind, <box>1034 1081 1171 1092</box>
poem-line: When the first morning's sunlight beams. <box>1034 1069 1194 1080</box>
article-headline: SOULFUL SUMMER SONNETS. <box>1063 53 1225 90</box>
poem-title: Unanswered Letters. <box>1097 1018 1191 1029</box>
paragraph: "Do you believe that men are descended from ourang-outangs?" asked the studious man. "That's the trouble with these scientists," said Mr. Blykins. "They generalize too freely. They don't discriminate. They get an inkling of the truth and then stop. I know well enough that I wasn't descended from any ourang-outang. And I don't believe you were. But there are some know some people whom we are justified in having our suspicions."—Washington Star. <box>780 1559 1013 1672</box>
poem-line: And made it of their prayers a shrine, <box>1034 1407 1179 1419</box>
poem-line: Deeming it held a soul divine. <box>1034 1419 1151 1431</box>
poem-line: Now sounds a sudden warning moan that tells of coming rain, <box>1034 523 1255 546</box>
poem-line: No cloud over hill an' plain; <box>1034 1665 1143 1676</box>
poem-line: Ah, pretty speckle-sides! Yes, it is you! <box>1034 113 1187 124</box>
paragraph: "What is that you want?" inquired Bailiff Morgan Murphy. <box>532 960 766 984</box>
paragraph: "Well, I don't know, I'm sure," replied the bailiff. "You asked for a bucket of water, and I have brought it to you." <box>532 1320 766 1344</box>
paragraph: When did the military salute come into use? It certainly dates from the earlier half of the fifteenth century. In the "Speculum Humanae Salvationis," which was issued before the invention of printing by movable types, there is an exceedingly quaint illustration in which Abraham is represented as saluting Melchizedek. The patriarch is in mediaeval armor, and apparently on guard, and it would seem that Melchizedek is bringing him refreshments in the form of a loaf of bread and a flagon of water (it may be beer), and the salute is distinctly the military one still in use.—London Chronicle. <box>1275 600 1509 739</box>
poem-line: It would be better far, of course, <box>1034 1153 1159 1164</box>
poem-line: We'd never know one measure <box>1034 1701 1153 1712</box>
poem-line: The clover nods its head so gay, <box>1034 1578 1159 1589</box>
poem-line: It moves the branches to and fro; <box>1034 1288 1162 1299</box>
poem-source: —F. L. Stanton, in Atlanta Constitution. <box>1106 1800 1261 1812</box>
paragraph: According to a return of the imperial customs authorities the total number of foreigners resident in the open ports of China was 13,421 at the end of the year 1898. <box>1523 428 1757 478</box>
poem-line: The lightning's flash, and the rain's soft plash, <box>1034 910 1212 921</box>
poem-line: The wind is all in the tree, stirs the maples white, <box>1034 1518 1225 1529</box>
poem-line: Like a queen recrowned at last. <box>1034 969 1156 981</box>
article-subhead: Chicago Householder Gets the Noose Intended for a Stray Dog Around His Neck. <box>789 596 1004 619</box>
poem-line: With the thunder's martial boom— <box>1034 898 1169 909</box>
paragraph: Miss Florence Leonard, of Arlington, Ga., had an unusually trying experience while on a visit to Niagara Falls recently. Leaving the home of friends with whom she was stopping, she announced that she was going to take a good, long look at the falls from the observation tower on Riverway. Result proved that her look was a good deal longer than she anticipated. <box>532 104 766 192</box>
poem-body <box>1028 499 1261 751</box>
paragraph: The president was heard from. Society documents of all sorts poured in upon Ezra until in a few weeks he had received as much mail as had come to him before in as many years. The village postmaster and Hannah could scarcely keep up with it. <box>284 1074 518 1136</box>
poem-source: —Somerville Journal. <box>1175 1228 1261 1240</box>
poem-line: Don't try to deny it; my eyes are too true <box>1034 125 1191 136</box>
paragraph: Mrs. Hampton rose from her straight-backed chair, which she always proudly stated had been part of her "grandmother's weddin' outfit," and bustled about in preparation for the morrow's baking. <box>37 438 270 487</box>
paragraph: The "hexagonal phalanx" is a new naval formation recently tried by a French fleet in the Mediterranean. There is one vessel at each angle of the hexagon and the admiral's ship occupies the center. Their bows all point one way—that in which the squadron sails. The admiral is equidistant from all the rest and seen by all equally well. Every one is 400 yards from the next, but the space can be reduced. In case of more vessels coming under the command, the excess would form a reserve, with torpedo boats added to it. This new order of battle is held to require fewer signals than others.—Chicago Chronicle. <box>1523 1204 1757 1343</box>
paragraph: It seemed as if the whole population of the colony must have served in the early days, so many grandfathers were found who had held office, while sons and daughters of the revolution were discovered in every household. <box>284 1365 518 1428</box>
poem-line: A certain share of fear, <box>1034 1895 1123 1907</box>
paragraph: Linoleum is an admirable floor covering for bedrooms, wherein there should also, of course, be one or two mats. Linoleum is a little cold looking for halls, but, however, it is often used there with success. It is useful, again, as a surround to a carpet, for which purpose the parquet pattern is perhaps the most effective. In choosing linoleum it is well to select a length that is not absolutely fresh from the manufacturer's hands. The colors, if allowed to harden before the linoleum is used, will wear very much better than if brought into use soon after they have been laid on. For a bathroom the blue and white "diamond" linoleum and a tile paper look well. Linoleum should never be scrubbed. To preserve it in good condition wash it with luke-warm water and a soft cloth, and when dry polish it.—Washington Star. <box>1523 990 1757 1180</box>
section-heading: Indeed His Helpmate. <box>1591 684 1689 695</box>
paragraph: It is doubtful whether either of them could have long endured the strain. But, fortunately, in less than a week the answer came. On Mr. Hampton's return one night he drew the typewritten sheet from his pocket, and, looking through his steel-framed spectacles, with his wondering Hannah beside him, read as follows: <box>37 1201 270 1276</box>
letter-signoff: "Any help our firm can render you in establishing your claim will be cheerfully given for 25 per cent. Hoping to hear from you at an early date, I am, "A. SHARPE FERRETT." <box>41 1438 270 1471</box>
poem-line: The rose, once queen of a fair demesne— <box>1034 790 1196 801</box>
poem-line: Something to grieve about! <box>1034 1761 1140 1772</box>
paragraph: Joseph Brooks, the manager of the tower, saw Miss Leonard as she went up in the elevator. When the time for <box>532 195 766 232</box>
poem-line: My rod? Well, here it is standing near by; <box>1034 209 1195 220</box>
poem-body <box>1028 113 1261 460</box>
poem-line: The sweetest thing of earth to me <box>1034 1264 1164 1275</box>
poem-line: The shadows dance on the grass below. <box>1034 1300 1187 1311</box>
section-heading: He Did Not Count. <box>1349 1514 1434 1526</box>
poem-line: Is the south wind in the old oak tree. <box>1034 1276 1176 1287</box>
poem-title: The Summer Wind. <box>1100 1455 1188 1466</box>
poem-line: As I turned on my elbow and slid from the bed. <box>1034 424 1218 436</box>
section-heading: How the Queen Is Photographed. <box>822 1179 971 1190</box>
paragraph: She waited for the elevator to come up to get her, but it didn't come. She rattled at the door of the shaft, but the noise was not loud enough to reach the foot of the tower, and her cries were equally in vain. The roar of the falls, a moment before so grand, was now very irritating, inasmuch as it deadened every medium of alarm. <box>532 602 766 677</box>
poem-line: And the joy of danger past— <box>1034 945 1147 957</box>
paragraph: went west, and all the land he got out there. You and me have been wishing for enough money to get a little place of our own, where we could keep one horse and maybe a real Alderney cow. I guess we can get a whole drove of 'em now. Come, Hannah, let's leave this letter till to-morrow; it's time we were abed." <box>284 47 518 122</box>
paragraph: So, though Ezra's inheritance brought disappointment to him and his brave wife, it came as a blessing to the people of Ruralton, for without it they might have never known the pleasure of seeking and finding illustrious forbears.—Boston Globe. <box>284 1510 518 1572</box>
paragraph: Hanson told Justice Dooley that he was attempting to secure possession of Goldstein's dog. Goldstein urged the dog into his own yard, followed by Hanson, who carried a small lasso. Goldstein objected to the capture of <box>780 742 1013 791</box>
poem-line: Of greeting of the rain! <box>1034 1689 1124 1700</box>
paragraph: There is a barber in New York who makes a specialty of shaving women. He has a number of regular customers. One of them is a wealthy Cuban woman, who spends a great deal of time at the Fifth Avenue hotel. None of them is young. In speaking of his customers he said: "They don't want depilatories. They want to be regularly shaved, just like a man. They have naturally heavy growths of beard. They like the sensation. I have shaved one woman three times a week for ten years. She won't let me touch her with any but the sharpest razor. To look at her no one would imagine that she could grow a beard that would put many a man to shame. Her complexion is smooth and clear and her skin fine and firm. She could have her whiskers permanently removed by a preparation or by the needle, but she prefers to be shaved."—N. Y. World. <box>1275 185 1509 387</box>
poem-line: Drooping now from her darkened bough <box>1034 814 1191 825</box>
poem-source: —William Hamilton Hayne, in Frank Leslie's Popular Monthly. <box>1050 985 1261 1009</box>
paragraph: Among the foreigners were 5,148 British subjects, 2,056 Americans, 1,694 Japanese, 920 Frenchmen, 1,043 Germans, 1,082 Portuguese, 395 Spaniards and 200 Swedes and Norwegians; all other nationalities being represented by smaller figures. <box>1523 534 1757 597</box>
poem-line: But somehow I neglect them, still <box>1034 1177 1165 1188</box>
poem-line: Breathing of love and trust— <box>1034 802 1148 813</box>
column-4 <box>773 46 1021 2089</box>
